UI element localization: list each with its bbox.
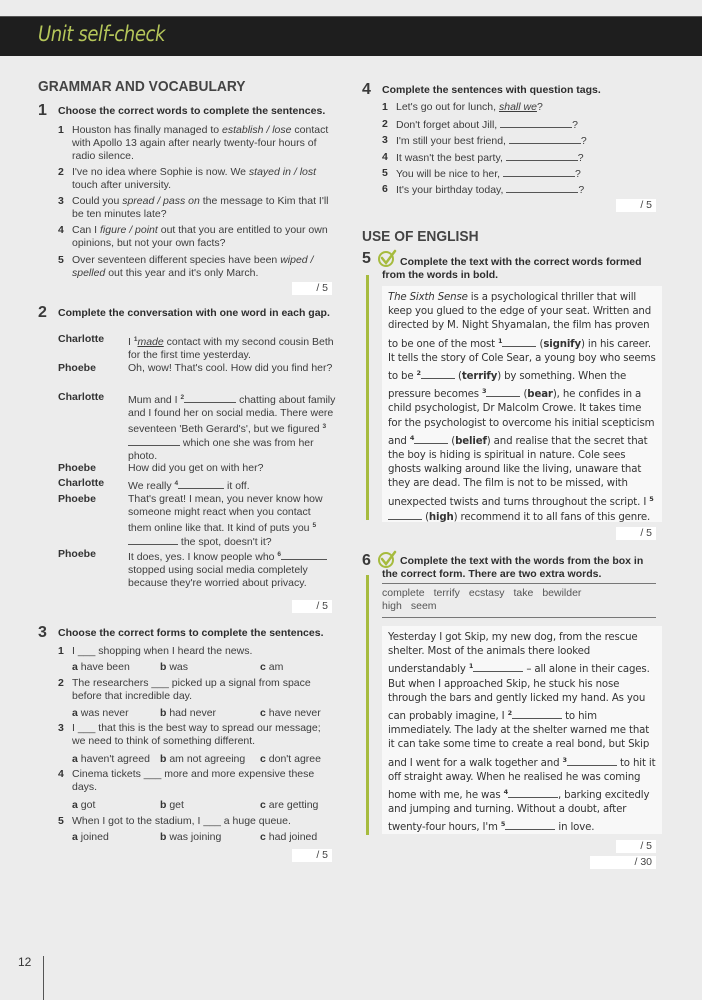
exercise-instruction: Complete the text with the words from the box in the correct form. There are two extra words. xyxy=(382,555,644,580)
option-a[interactable]: a joined xyxy=(72,831,109,843)
exercise-instruction: Choose the correct words to complete the sentences. xyxy=(58,105,326,117)
option-a[interactable]: a have been xyxy=(72,661,130,673)
ex3-item: 4 Cinema tickets ___ more and more expensive these days. xyxy=(58,768,315,793)
option-b[interactable]: b am not agreeing xyxy=(160,753,246,765)
option-c[interactable]: c had joined xyxy=(260,831,318,843)
exercise-number: 3 xyxy=(38,624,47,641)
word-choice[interactable]: establish / lose xyxy=(222,124,292,136)
exercise-number: 4 xyxy=(362,81,371,98)
example-answer: made xyxy=(137,336,164,348)
page-title: Unit self-check xyxy=(38,22,166,46)
answer-gap[interactable] xyxy=(388,510,422,520)
answer-gap[interactable] xyxy=(502,337,536,347)
accent-bar xyxy=(366,275,369,520)
total-score-box[interactable]: / 30 xyxy=(590,856,656,869)
exercise-instruction: Complete the conversation with one word in each gap. xyxy=(58,307,330,319)
answer-gap[interactable] xyxy=(512,709,562,719)
score-box[interactable]: / 5 xyxy=(616,840,656,853)
conversation-line: Phoebe How did you get on with her? xyxy=(58,462,264,474)
word-option: terrify xyxy=(433,587,460,599)
exercise-number: 2 xyxy=(38,304,47,321)
word-option: take xyxy=(513,587,534,599)
ex1-item: 4 Can I figure / point out that you are entitled to your own opinions, but not your own facts? xyxy=(58,224,328,249)
answer-gap[interactable] xyxy=(178,479,224,489)
ex3-item: 5 When I got to the stadium, I ___ a huge queue. xyxy=(58,815,291,827)
answer-gap[interactable] xyxy=(184,393,236,403)
word-choice[interactable]: wiped / spelled xyxy=(72,254,314,279)
score-box[interactable]: / 5 xyxy=(616,527,656,540)
example-answer: shall we xyxy=(499,101,537,113)
exercise-number: 6 xyxy=(362,552,371,569)
page-number: 12 xyxy=(18,955,32,969)
answer-gap[interactable] xyxy=(506,183,578,193)
answer-gap[interactable] xyxy=(509,134,581,144)
ex4-item: 3 I'm still your best friend, ? xyxy=(382,134,587,147)
option-b[interactable]: b had never xyxy=(160,707,217,719)
speaker-name: Phoebe xyxy=(58,362,96,374)
answer-gap[interactable] xyxy=(505,820,555,830)
option-b[interactable]: b was joining xyxy=(160,831,222,843)
reading-text-ex5: The Sixth Sense is a psychological thriller that will keep you glued to the edge of your seat. Written and directed by M. Night Shyamalan, the film has proven to be one of the most $^1$ (signify) in his career. It tells the story of Cole Sear, a young boy who seems to be $^2$ (terrify) by something. When the pressure becomes $^3$ (bear), he confides in a child psychologist, Dr Malcolm Crowe. It takes time for the psychologist to overcome his initial scepticism and $^4$ (belief) and realise that the secret that the boy is hiding is spiritual in nature. Cole sees ghosts walking around like the living, unaware that they are dead. The film is not to be missed, with unexpected twists and turns throughout the script. I $^5$ (high) recommend it to all fans of this genre. xyxy=(382,286,662,522)
exercise-number: 5 xyxy=(362,250,371,267)
ex3-item: 2 The researchers ___ picked up a signal from space before that incredible day. xyxy=(58,677,311,702)
ex1-item: 1 Houston has finally managed to establish / lose contact with Apollo 13 again after nearly twenty-four hours of radio silence. xyxy=(58,124,329,162)
reading-text-ex6: Yesterday I got Skip, my new dog, from the rescue shelter. Most of the animals there looked understandably $^1$ – all alone in their cages. But when I approached Skip, he stuck his nose through the bars and gently licked my hand. As you can probably imagine, I $^2$ to him immediately. The lady at the shelter warned me that it can take some time to create a real bond, but Skip and I went for a walk together and $^3$ to hit it off straight away. When he realised he was coming home with me, he was $^4$ , barking excitedly and jumping and turning. Without a doubt, after twenty-four hours, I'm $^5$ in love. xyxy=(382,626,662,834)
option-a[interactable]: a got xyxy=(72,799,96,811)
exercise-instruction: Complete the sentences with question tags. xyxy=(382,84,601,96)
ex4-item: 1 Let's go out for lunch, shall we? xyxy=(382,101,543,113)
conversation-line: Phoebe That's great! I mean, you never know how someone might react when you contact them online like that. It kind of puts you $^5$ the spot, doesn't it? xyxy=(58,493,323,548)
exercise-number: 1 xyxy=(38,102,47,119)
option-c[interactable]: c have never xyxy=(260,707,321,719)
ex4-item: 2 Don't forget about Jill, ? xyxy=(382,118,578,131)
word-option: high xyxy=(382,600,402,612)
word-option: bewilder xyxy=(542,587,582,599)
speaker-name: Phoebe xyxy=(58,548,96,560)
score-box[interactable]: / 5 xyxy=(292,282,332,295)
answer-gap[interactable] xyxy=(281,550,327,560)
option-c[interactable]: c are getting xyxy=(260,799,319,811)
speaker-name: Charlotte xyxy=(58,333,105,345)
conversation-line: Phoebe Oh, wow! That's cool. How did you find her? xyxy=(58,362,333,374)
exercise-instruction: Complete the text with the correct words formed from the words in bold. xyxy=(382,256,642,281)
score-box[interactable]: / 5 xyxy=(616,199,656,212)
answer-gap[interactable] xyxy=(128,436,180,446)
header-band xyxy=(0,16,702,56)
answer-gap[interactable] xyxy=(500,118,572,128)
speaker-name: Phoebe xyxy=(58,493,96,505)
ex3-item: 1 I ___ shopping when I heard the news. xyxy=(58,645,253,657)
option-b[interactable]: b get xyxy=(160,799,184,811)
ex4-item: 4 It wasn't the best party, ? xyxy=(382,151,584,164)
score-box[interactable]: / 5 xyxy=(292,849,332,862)
answer-gap[interactable] xyxy=(414,434,448,444)
section-heading-use-of-english: USE OF ENGLISH xyxy=(362,228,479,245)
ex1-item: 3 Could you spread / pass on the message to Kim that I'll be ten minutes late? xyxy=(58,195,329,220)
score-box[interactable]: / 5 xyxy=(292,600,332,613)
word-option: complete xyxy=(382,587,425,599)
ex3-item: 3 I ___ that this is the best way to spread our message; we need to think of something different. xyxy=(58,722,321,747)
conversation-line: Charlotte Mum and I $^2$ chatting about family and I found her on social media. There were seventeen 'Beth Gerard's', but we figured $^3$ which one she was from her photo. xyxy=(58,391,336,462)
word-box xyxy=(382,583,656,618)
option-c[interactable]: c am xyxy=(260,661,284,673)
speaker-name: Phoebe xyxy=(58,462,96,474)
option-a[interactable]: a was never xyxy=(72,707,129,719)
ex4-item: 5 You will be nice to her, ? xyxy=(382,167,581,180)
answer-gap[interactable] xyxy=(508,788,558,798)
word-choice[interactable]: spread / pass on xyxy=(122,195,200,207)
conversation-line: Phoebe It does, yes. I know people who $^6$ stopped using social media completely because they're worried about privacy. xyxy=(58,548,336,590)
exercise-instruction: Choose the correct forms to complete the sentences. xyxy=(58,627,324,639)
ex1-item: 2 I've no idea where Sophie is now. We stayed in / lost touch after university. xyxy=(58,166,317,191)
conversation-line: Charlotte We really $^4$ it off. xyxy=(58,477,250,492)
conversation-line: Charlotte I $^1$made contact with my second cousin Beth for the first time yesterday. xyxy=(58,333,334,361)
page-divider xyxy=(43,956,44,1000)
word-choice[interactable]: figure / point xyxy=(100,224,158,236)
answer-gap[interactable] xyxy=(503,167,575,177)
accent-bar xyxy=(366,575,369,835)
answer-gap[interactable] xyxy=(506,151,578,161)
speaker-name: Charlotte xyxy=(58,477,105,489)
ex4-item: 6 It's your birthday today, ? xyxy=(382,183,585,196)
answer-gap[interactable] xyxy=(486,387,520,397)
option-b[interactable]: b was xyxy=(160,661,189,673)
word-choice[interactable]: stayed in / lost xyxy=(248,166,317,178)
answer-gap[interactable] xyxy=(567,756,617,766)
section-heading-grammar: GRAMMAR AND VOCABULARY xyxy=(38,78,246,95)
ex1-item: 5 Over seventeen different species have been wiped / spelled out this year and it's only March. xyxy=(58,254,314,279)
answer-gap[interactable] xyxy=(473,662,523,672)
option-c[interactable]: c don't agree xyxy=(260,753,321,765)
answer-gap[interactable] xyxy=(128,535,178,545)
option-a[interactable]: a haven't agreed xyxy=(72,753,150,765)
word-option: ecstasy xyxy=(468,587,505,599)
word-option: seem xyxy=(410,600,437,612)
answer-gap[interactable] xyxy=(421,369,455,379)
speaker-name: Charlotte xyxy=(58,391,105,403)
